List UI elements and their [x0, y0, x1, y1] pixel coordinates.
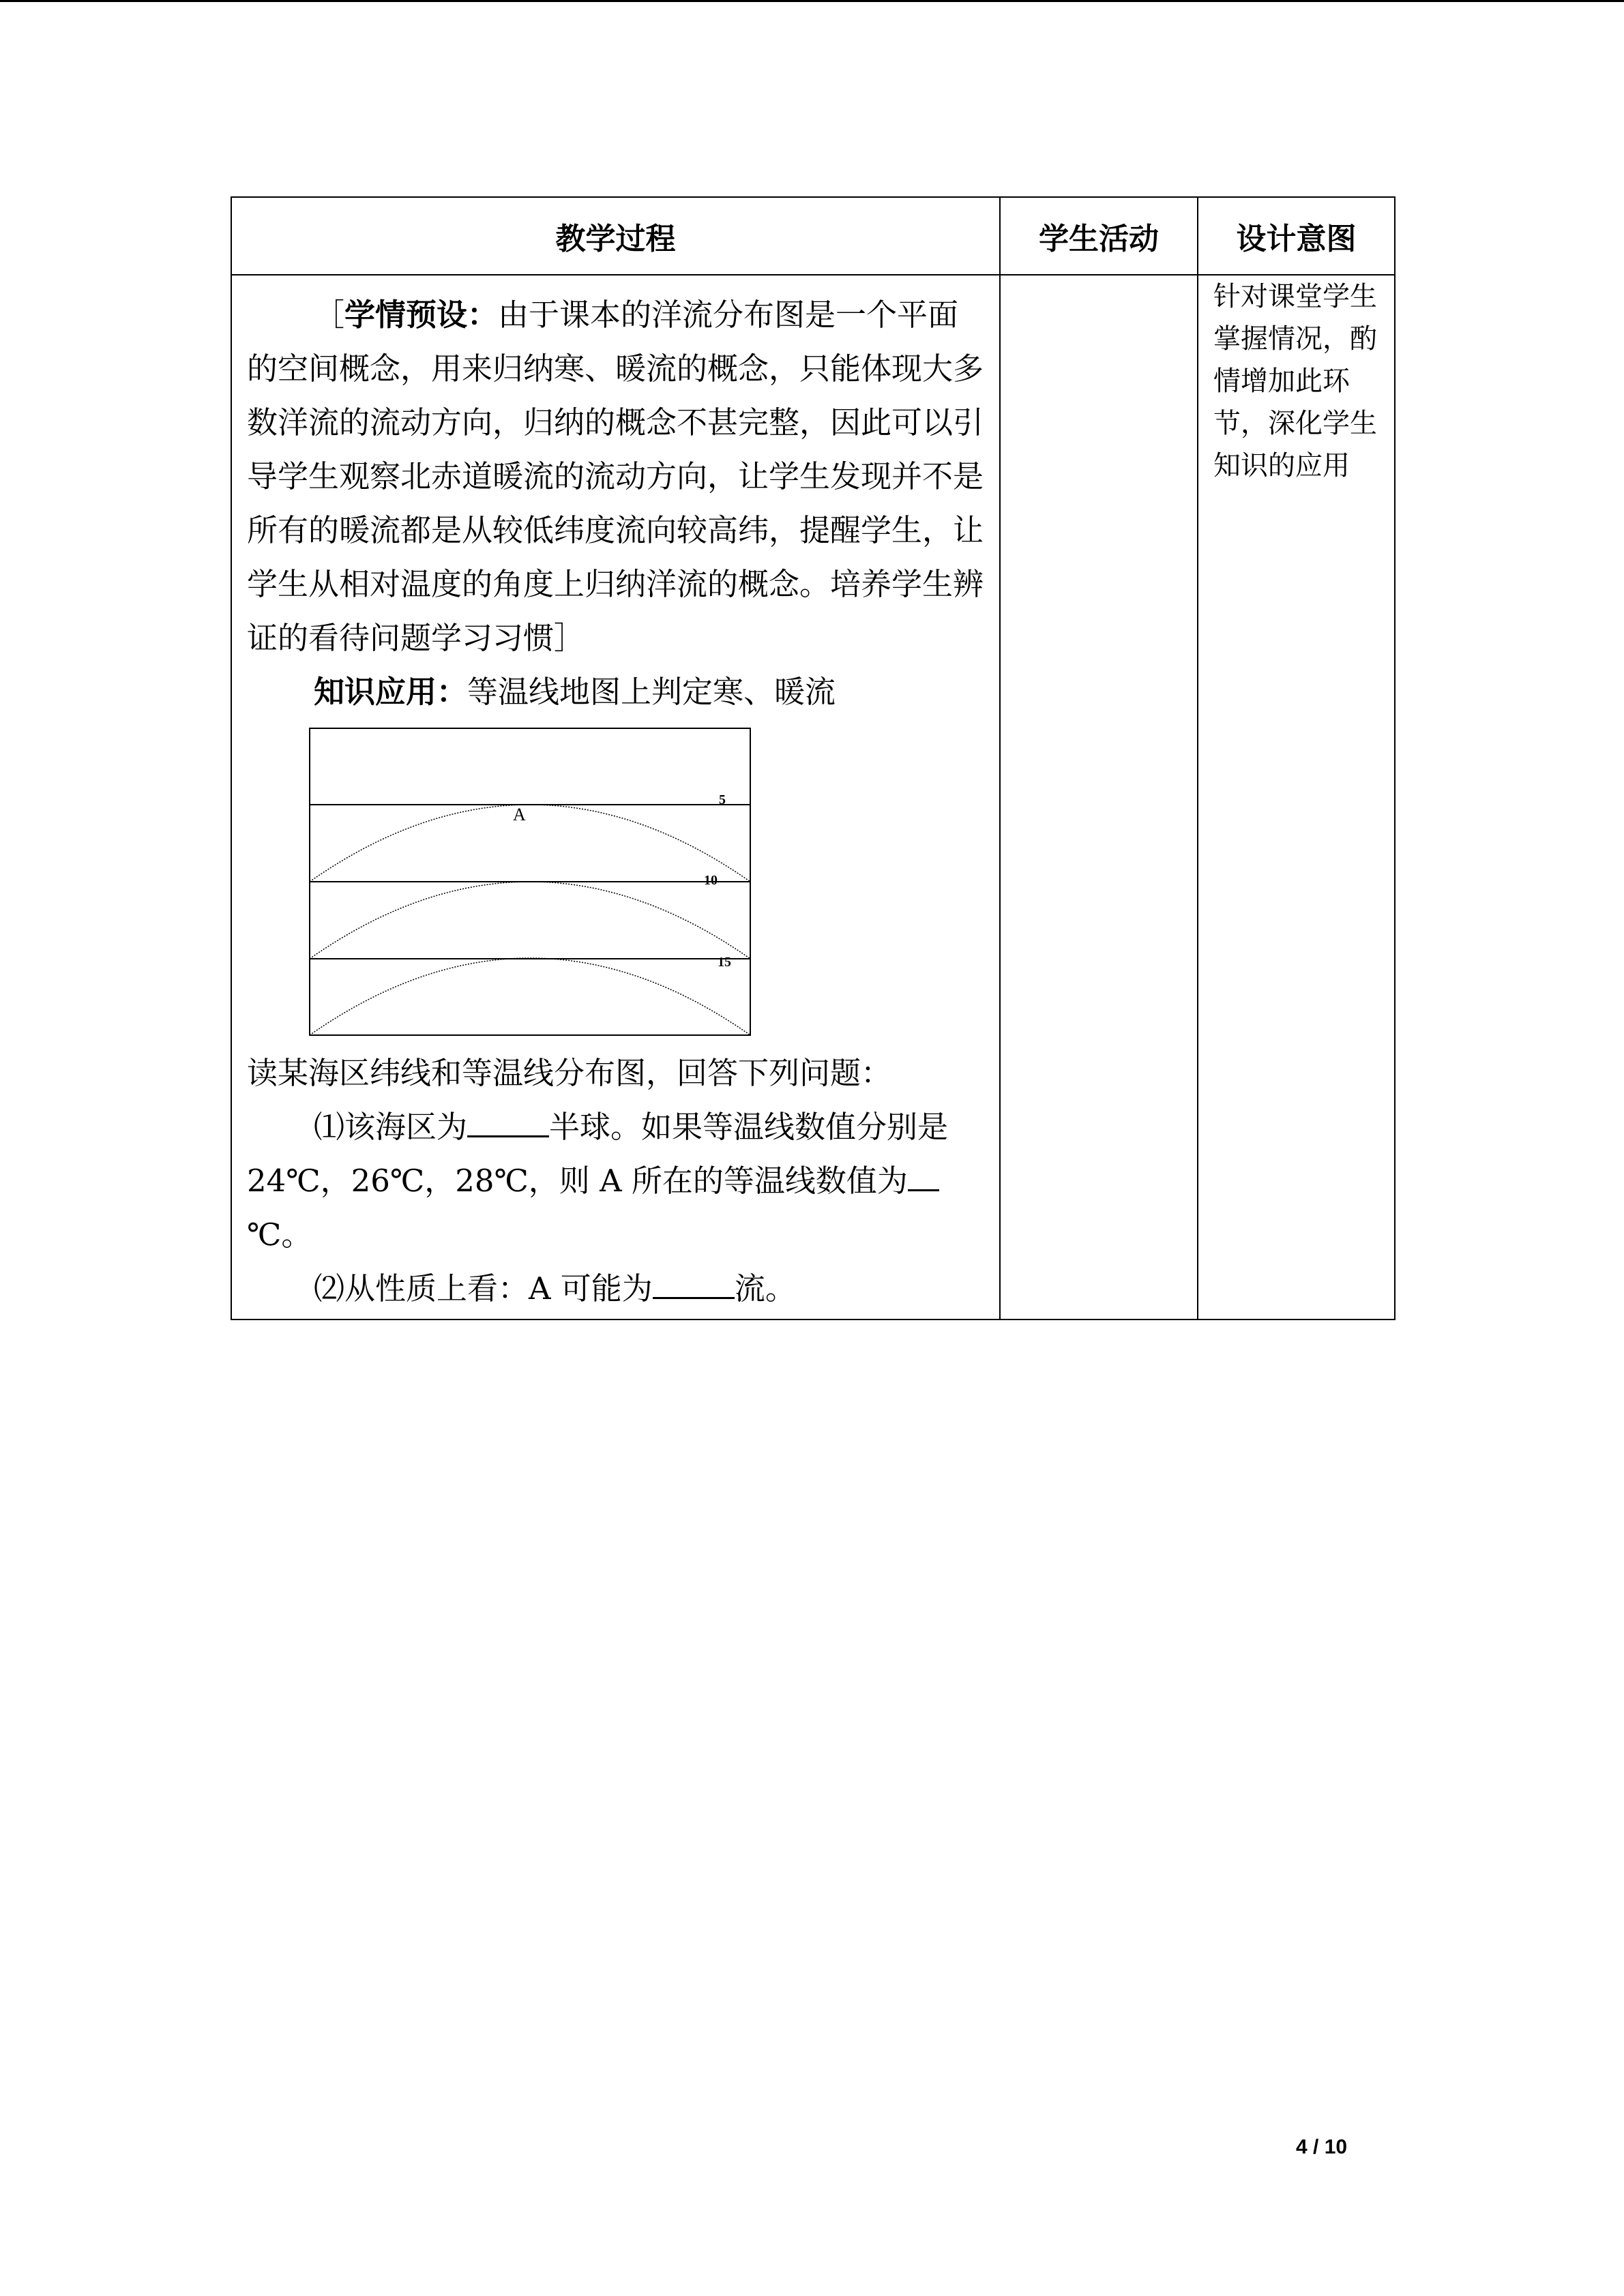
question-1 [247, 1100, 984, 1262]
isotherm-figure [308, 727, 752, 1041]
q2-blank-current[interactable] [653, 1263, 735, 1299]
lesson-plan-table [231, 196, 1396, 1320]
student-activity-cell [1000, 275, 1198, 1320]
page-number: 4 / 10 [1296, 2136, 1348, 2158]
q1-text-b: 半球。如果等温线数值分别是24℃，26℃，28℃，则 A 所在的等温线数值为 [247, 1109, 949, 1199]
latitude-label-5: 5 [719, 792, 726, 807]
application-label: 知识应用： [314, 674, 468, 709]
latitude-label-15: 15 [718, 955, 731, 970]
isotherm-curve-3 [310, 958, 750, 1035]
header-student-activity: 学生活动 [1000, 197, 1198, 275]
top-border-line [0, 0, 1624, 2]
learning-preset-paragraph [247, 288, 984, 665]
header-design-intent: 设计意图 [1198, 197, 1395, 275]
bracket-open: ［ [314, 297, 345, 333]
table-header-row [231, 197, 1395, 275]
preset-label: 学情预设： [344, 297, 499, 332]
table-body-row [231, 275, 1395, 1320]
question-intro: 读某海区纬线和等温线分布图，回答下列问题： [247, 1055, 892, 1091]
header-teaching-process: 教学过程 [231, 197, 1000, 275]
question-2 [247, 1262, 984, 1315]
preset-text: 由于课本的洋流分布图是一个平面的空间概念，用来归纳寒、暖流的概念，只能体现大多数洋流的流动方向，归纳的概念不甚完整，因此可以引导学生观察北赤道暖流的流动方向，让学生发现并不是所有的暖流都是从较低纬度流向较高纬，提醒学生，让学生从相对温度的角度上归纳洋流的概念。培养学生辨证的看待问题学习习惯］ [247, 297, 984, 656]
q1-blank-isotherm[interactable] [908, 1155, 939, 1191]
application-text: 等温线地图上判定寒、暖流 [467, 674, 836, 710]
knowledge-application-paragraph [247, 665, 984, 719]
isotherm-diagram [308, 727, 752, 1041]
latitude-label-10: 10 [704, 873, 718, 888]
q2-text-b: 流。 [734, 1270, 796, 1307]
design-intent-cell: 针对课堂学生掌握情况，酌情增加此环节，深化学生知识的应用 [1198, 275, 1395, 1320]
isotherm-curve-1 [310, 805, 750, 882]
q1-text-a: ⑴该海区为 [314, 1109, 468, 1145]
q2-text-a: ⑵从性质上看：A 可能为 [314, 1270, 653, 1307]
point-a-label: A [513, 805, 526, 824]
isotherm-curve-2 [310, 882, 750, 959]
q1-text-c: ℃。 [247, 1217, 312, 1253]
teaching-process-cell [231, 275, 1000, 1320]
q1-blank-hemisphere[interactable] [467, 1101, 549, 1137]
